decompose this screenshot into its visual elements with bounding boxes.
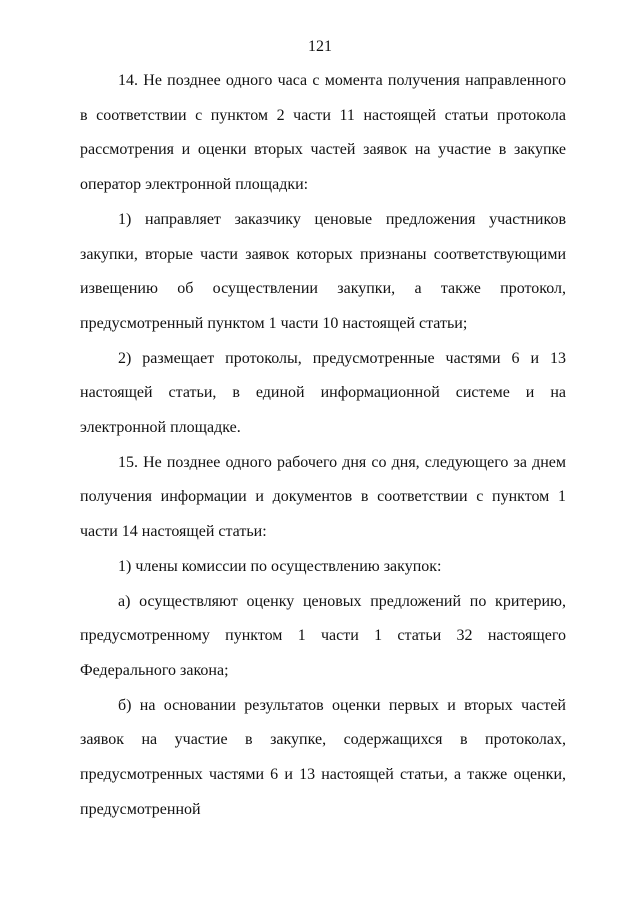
paragraph-14: 14. Не позднее одного часа с момента получения направленного в соответствии с пунктом 2 части 11 настоящей статьи протокола рассмотрения и оценки вторых частей заявок на участие в закупке оператор электронной площадки: — [80, 72, 566, 194]
paragraph-15-item-1: 1) члены комиссии по осуществлению закупок: — [118, 557, 442, 575]
page-number: 121 — [308, 38, 332, 55]
paragraph-14-item-2: 2) размещает протоколы, предусмотренные частями 6 и 13 настоящей статьи, в единой информационной системе и на электронной площадке. — [80, 349, 566, 437]
document-body — [80, 64, 566, 827]
paragraph-15-item-1-a: а) осуществляют оценку ценовых предложений по критерию, предусмотренному пунктом 1 части 1 статьи 32 настоящего Федерального закона; — [80, 592, 566, 679]
paragraph-14-item-1: 1) направляет заказчику ценовые предложения участников закупки, вторые части заявок которых признаны соответствующими извещению об осуществлении закупки, а также протокол, предусмотренный пунктом 1 части 10 настоящей статьи; — [80, 210, 566, 332]
paragraph-15-item-1-b: б) на основании результатов оценки первых и вторых частей заявок на участие в закупке, содержащихся в протоколах, предусмотренных частями 6 и 13 настоящей статьи, а также оценки, предусмотренной — [80, 696, 566, 818]
paragraph-15: 15. Не позднее одного рабочего дня со дня, следующего за днем получения информации и документов в соответствии с пунктом 1 части 14 настоящей статьи: — [80, 453, 566, 541]
